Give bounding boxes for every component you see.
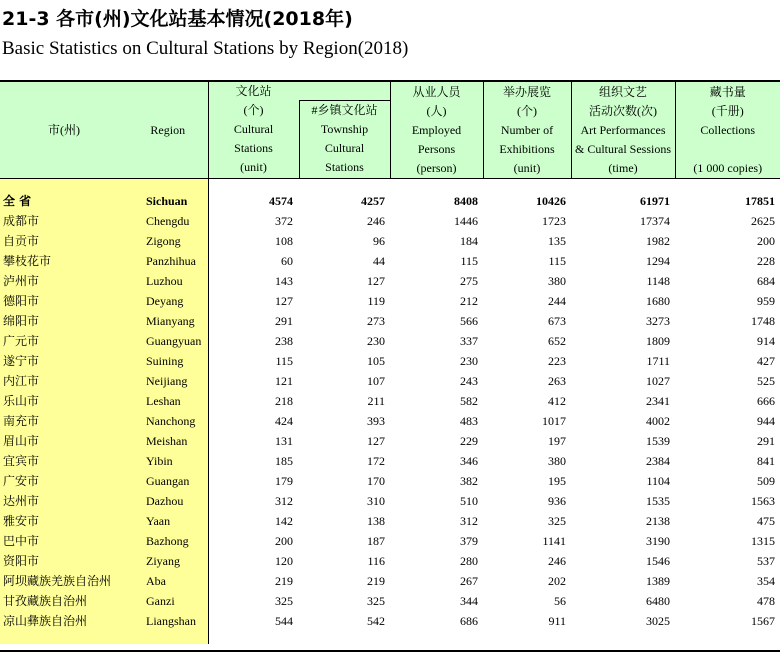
value-cell: 131 (275, 434, 293, 448)
value-cell: 170 (367, 474, 385, 488)
value-cell: 1680 (646, 294, 670, 308)
value-cell: 1546 (646, 554, 670, 568)
value-cell: 1567 (751, 614, 775, 628)
region-en-cell: Suining (128, 351, 208, 371)
region-en-cell: Panzhihua (128, 251, 208, 271)
region-cn-cell: 成都市 (0, 211, 128, 231)
value-cell: 525 (757, 374, 775, 388)
region-en-cell: Guangyuan (128, 331, 208, 351)
value-cell: 1315 (751, 534, 775, 548)
region-cn-cell: 雅安市 (0, 511, 128, 531)
value-cell: 230 (460, 354, 478, 368)
value-cell: 61971 (640, 194, 670, 208)
value-cell: 121 (275, 374, 293, 388)
value-cell: 127 (367, 274, 385, 288)
bottom-rule (0, 650, 780, 652)
region-en-cell: Chengdu (128, 211, 208, 231)
value-cell: 127 (367, 434, 385, 448)
value-cell: 291 (275, 314, 293, 328)
value-cell: 127 (275, 294, 293, 308)
value-cell: 223 (548, 354, 566, 368)
region-en-cell: Yibin (128, 451, 208, 471)
value-cell: 537 (757, 554, 775, 568)
region-cn-cell: 眉山市 (0, 431, 128, 451)
value-cell: 108 (275, 234, 293, 248)
table-row (0, 551, 780, 571)
table-row (0, 591, 780, 611)
value-cell: 380 (548, 274, 566, 288)
value-cell: 1539 (646, 434, 670, 448)
value-cell: 246 (548, 554, 566, 568)
value-cell: 1389 (646, 574, 670, 588)
region-cn-cell: 广安市 (0, 471, 128, 491)
value-cell: 483 (460, 414, 478, 428)
value-cell: 1982 (646, 234, 670, 248)
value-cell: 273 (367, 314, 385, 328)
value-cell: 44 (373, 254, 385, 268)
header-stations: 文化站 (个) Cultural Stations (unit) (233, 84, 274, 174)
value-cell: 135 (548, 234, 566, 248)
value-cell: 1446 (454, 214, 478, 228)
value-cell: 246 (367, 214, 385, 228)
value-cell: 138 (367, 514, 385, 528)
value-cell: 17374 (640, 214, 670, 228)
value-cell: 325 (367, 594, 385, 608)
value-cell: 17851 (745, 194, 775, 208)
value-cell: 200 (757, 234, 775, 248)
value-cell: 312 (275, 494, 293, 508)
region-cn-cell: 达州市 (0, 491, 128, 511)
value-cell: 684 (757, 274, 775, 288)
value-cell: 1711 (646, 354, 670, 368)
table-row (0, 611, 780, 631)
value-cell: 218 (275, 394, 293, 408)
value-cell: 211 (367, 394, 385, 408)
value-cell: 105 (367, 354, 385, 368)
value-cell: 291 (757, 434, 775, 448)
value-cell: 3273 (646, 314, 670, 328)
table-row (0, 371, 780, 391)
value-cell: 379 (460, 534, 478, 548)
header-region-en: Region (128, 82, 208, 179)
value-cell: 185 (275, 454, 293, 468)
region-cn-cell: 德阳市 (0, 291, 128, 311)
value-cell: 6480 (646, 594, 670, 608)
value-cell: 1027 (646, 374, 670, 388)
table-row (0, 471, 780, 491)
statistics-table (0, 82, 780, 644)
value-cell: 310 (367, 494, 385, 508)
region-cn-cell: 自贡市 (0, 231, 128, 251)
table-row (0, 231, 780, 251)
value-cell: 60 (281, 254, 293, 268)
value-cell: 2384 (646, 454, 670, 468)
value-cell: 380 (548, 454, 566, 468)
value-cell: 120 (275, 554, 293, 568)
value-cell: 424 (275, 414, 293, 428)
value-cell: 1141 (542, 534, 566, 548)
value-cell: 354 (757, 574, 775, 588)
region-cn-cell: 乐山市 (0, 391, 128, 411)
region-en-cell: Bazhong (128, 531, 208, 551)
value-cell: 229 (460, 434, 478, 448)
value-cell: 652 (548, 334, 566, 348)
table-row (0, 451, 780, 471)
value-cell: 238 (275, 334, 293, 348)
region-en-cell: Ganzi (128, 591, 208, 611)
region-en-cell: Mianyang (128, 311, 208, 331)
region-cn-cell: 全 省 (0, 191, 128, 211)
header-exhibitions: 举办展览 (个) Number of Exhibitions (unit) (483, 82, 571, 179)
header-township: #乡镇文化站 Township Cultural Stations (299, 100, 390, 178)
region-en-cell: Guangan (128, 471, 208, 491)
value-cell: 107 (367, 374, 385, 388)
region-cn-cell: 南充市 (0, 411, 128, 431)
header-persons: 从业人员 (人) Employed Persons (person) (390, 82, 483, 179)
value-cell: 325 (275, 594, 293, 608)
value-cell: 179 (275, 474, 293, 488)
region-cn-cell: 攀枝花市 (0, 251, 128, 271)
region-en-cell: Luzhou (128, 271, 208, 291)
value-cell: 212 (460, 294, 478, 308)
value-cell: 115 (460, 254, 478, 268)
value-cell: 1294 (646, 254, 670, 268)
value-cell: 244 (548, 294, 566, 308)
table-body (0, 179, 780, 645)
value-cell: 197 (548, 434, 566, 448)
table-header-row (0, 82, 780, 179)
value-cell: 275 (460, 274, 478, 288)
region-cn-cell: 绵阳市 (0, 311, 128, 331)
value-cell: 1535 (646, 494, 670, 508)
header-collections: 藏书量 (千册) Collections (1 000 copies) (675, 82, 780, 179)
value-cell: 2625 (751, 214, 775, 228)
value-cell: 1723 (542, 214, 566, 228)
table-row (0, 311, 780, 331)
value-cell: 267 (460, 574, 478, 588)
value-cell: 116 (367, 554, 385, 568)
value-cell: 184 (460, 234, 478, 248)
region-cn-cell: 资阳市 (0, 551, 128, 571)
region-cn-cell: 内江市 (0, 371, 128, 391)
value-cell: 1563 (751, 494, 775, 508)
value-cell: 509 (757, 474, 775, 488)
value-cell: 1809 (646, 334, 670, 348)
region-cn-cell: 凉山彝族自治州 (0, 611, 128, 631)
value-cell: 475 (757, 514, 775, 528)
value-cell: 372 (275, 214, 293, 228)
value-cell: 187 (367, 534, 385, 548)
value-cell: 427 (757, 354, 775, 368)
region-en-cell: Meishan (128, 431, 208, 451)
table-row (0, 211, 780, 231)
value-cell: 510 (460, 494, 478, 508)
region-en-cell: Ziyang (128, 551, 208, 571)
table-row (0, 251, 780, 271)
table-row (0, 411, 780, 431)
value-cell: 312 (460, 514, 478, 528)
value-cell: 4574 (269, 194, 293, 208)
value-cell: 195 (548, 474, 566, 488)
value-cell: 119 (367, 294, 385, 308)
value-cell: 841 (757, 454, 775, 468)
value-cell: 280 (460, 554, 478, 568)
table-row (0, 351, 780, 371)
region-en-cell: Liangshan (128, 611, 208, 631)
header-region-cn: 市(州) (0, 82, 128, 179)
value-cell: 2138 (646, 514, 670, 528)
table-row (0, 571, 780, 591)
table-row (0, 271, 780, 291)
value-cell: 542 (367, 614, 385, 628)
value-cell: 686 (460, 614, 478, 628)
value-cell: 914 (757, 334, 775, 348)
region-cn-cell: 甘孜藏族自治州 (0, 591, 128, 611)
value-cell: 228 (757, 254, 775, 268)
region-en-cell: Zigong (128, 231, 208, 251)
region-cn-cell: 遂宁市 (0, 351, 128, 371)
value-cell: 382 (460, 474, 478, 488)
value-cell: 115 (548, 254, 566, 268)
page-title-en: Basic Statistics on Cultural Stations by Region(2018) (2, 38, 409, 59)
value-cell: 936 (548, 494, 566, 508)
value-cell: 911 (548, 614, 566, 628)
value-cell: 346 (460, 454, 478, 468)
value-cell: 3025 (646, 614, 670, 628)
value-cell: 115 (275, 354, 293, 368)
value-cell: 263 (548, 374, 566, 388)
value-cell: 230 (367, 334, 385, 348)
value-cell: 1748 (751, 314, 775, 328)
region-cn-cell: 巴中市 (0, 531, 128, 551)
value-cell: 673 (548, 314, 566, 328)
page-title-cn: 21-3 各市(州)文化站基本情况(2018年) (2, 8, 353, 30)
table-row (0, 431, 780, 451)
value-cell: 3190 (646, 534, 670, 548)
value-cell: 1017 (542, 414, 566, 428)
table-row (0, 391, 780, 411)
region-cn-cell: 宜宾市 (0, 451, 128, 471)
value-cell: 1104 (646, 474, 670, 488)
table-row (0, 511, 780, 531)
region-en-cell: Neijiang (128, 371, 208, 391)
value-cell: 10426 (536, 194, 566, 208)
value-cell: 344 (460, 594, 478, 608)
table-row (0, 331, 780, 351)
value-cell: 393 (367, 414, 385, 428)
value-cell: 544 (275, 614, 293, 628)
value-cell: 8408 (454, 194, 478, 208)
region-en-cell: Aba (128, 571, 208, 591)
value-cell: 666 (757, 394, 775, 408)
table-row (0, 531, 780, 551)
region-en-cell: Sichuan (128, 191, 208, 211)
value-cell: 172 (367, 454, 385, 468)
value-cell: 4002 (646, 414, 670, 428)
region-cn-cell: 泸州市 (0, 271, 128, 291)
value-cell: 337 (460, 334, 478, 348)
value-cell: 478 (757, 594, 775, 608)
value-cell: 143 (275, 274, 293, 288)
value-cell: 243 (460, 374, 478, 388)
region-en-cell: Deyang (128, 291, 208, 311)
value-cell: 1148 (646, 274, 670, 288)
value-cell: 582 (460, 394, 478, 408)
region-cn-cell: 阿坝藏族羌族自治州 (0, 571, 128, 591)
region-en-cell: Leshan (128, 391, 208, 411)
region-en-cell: Yaan (128, 511, 208, 531)
table-row (0, 491, 780, 511)
value-cell: 202 (548, 574, 566, 588)
value-cell: 4257 (361, 194, 385, 208)
value-cell: 959 (757, 294, 775, 308)
value-cell: 142 (275, 514, 293, 528)
value-cell: 219 (275, 574, 293, 588)
value-cell: 412 (548, 394, 566, 408)
region-en-cell: Nanchong (128, 411, 208, 431)
value-cell: 200 (275, 534, 293, 548)
value-cell: 566 (460, 314, 478, 328)
value-cell: 96 (373, 234, 385, 248)
value-cell: 325 (548, 514, 566, 528)
header-performances: 组织文艺 活动次数(次) Art Performances & Cultural Sessions (time) (571, 82, 675, 179)
region-cn-cell: 广元市 (0, 331, 128, 351)
value-cell: 219 (367, 574, 385, 588)
value-cell: 2341 (646, 394, 670, 408)
table-row-total (0, 191, 780, 211)
region-en-cell: Dazhou (128, 491, 208, 511)
table-row (0, 291, 780, 311)
value-cell: 56 (554, 594, 566, 608)
header-stations-group (208, 82, 390, 179)
value-cell: 944 (757, 414, 775, 428)
